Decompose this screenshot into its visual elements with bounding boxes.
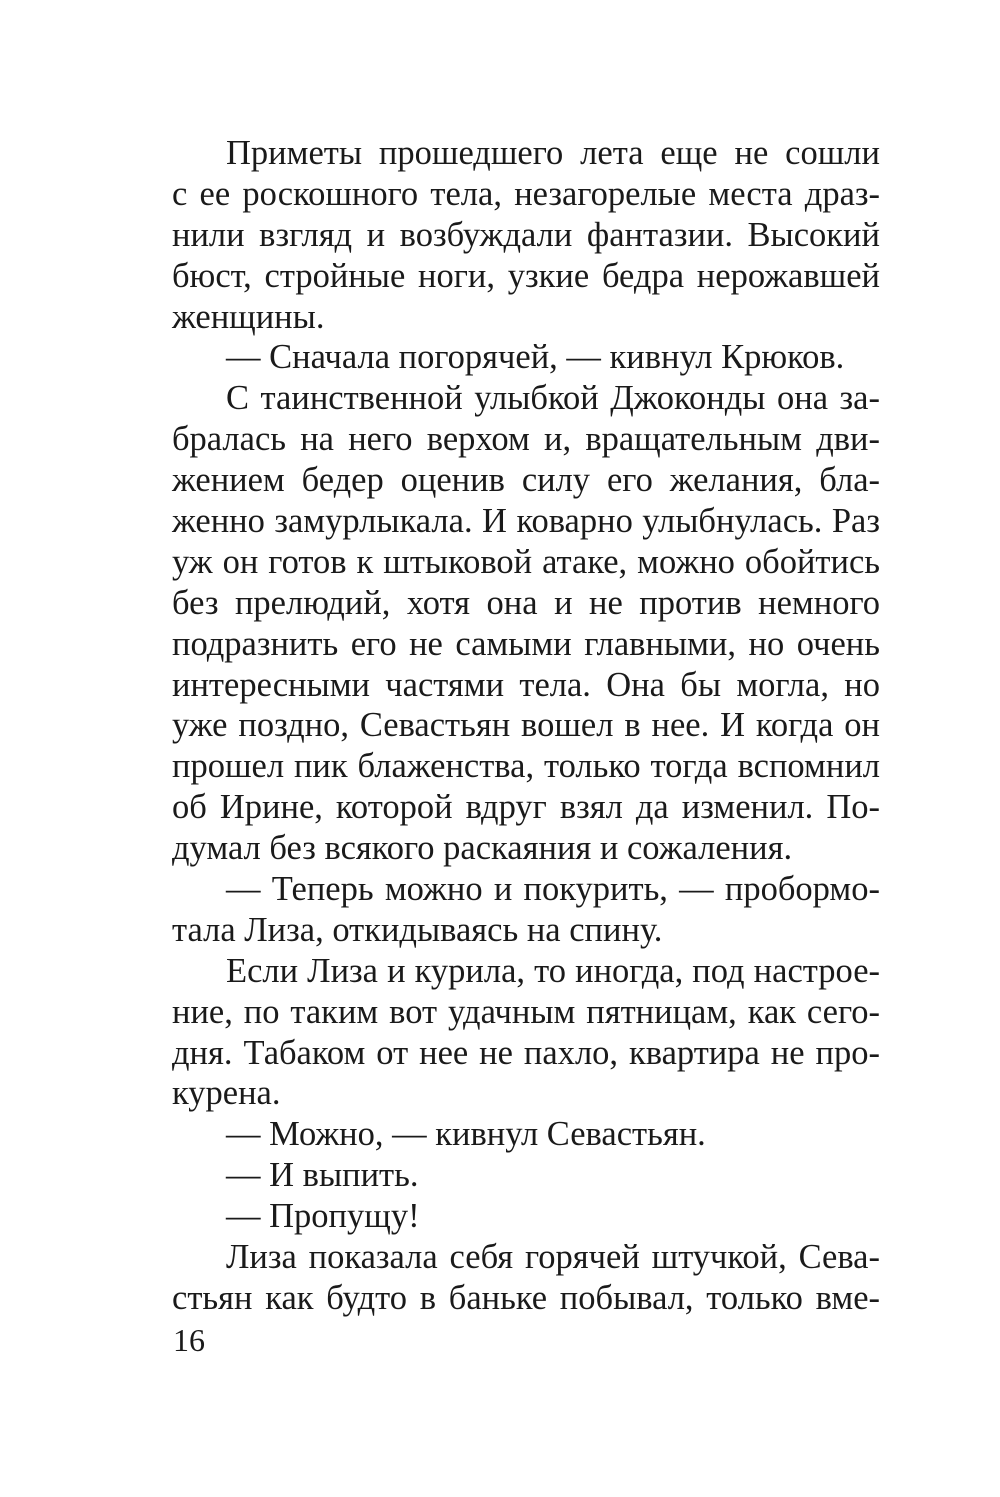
text-line: подразнить его не самыми главными, но очень — [172, 624, 880, 663]
text-line: дня. Табаком от нее не пахло, квартира не про- — [172, 1033, 880, 1072]
text-line: Приметы прошедшего лета еще не сошли — [226, 134, 880, 172]
text-line: стьян как будто в баньке побывал, только вме- — [172, 1278, 880, 1317]
text-line: интересными частями тела. Она бы могла, но — [172, 665, 880, 704]
text-line: тала Лиза, откидываясь на спину. — [172, 910, 663, 949]
text-line: Лиза показала себя горячей штучкой, Сева- — [226, 1238, 880, 1277]
text-line: прошел пик блаженства, только тогда вспомнил — [172, 747, 880, 786]
text-line: думал без всякого раскаяния и сожаления. — [172, 829, 793, 868]
text-line: — Теперь можно и покурить, — пробормо- — [226, 870, 880, 909]
text-line: нили взгляд и возбуждали фантазии. Высокий — [172, 215, 880, 254]
text-line: курена. — [172, 1074, 281, 1113]
text-line: бралась на него верхом и, вращательным дви- — [172, 420, 880, 459]
text-line: женщины. — [172, 297, 325, 336]
text-line: — Можно, — кивнул Севастьян. — [226, 1115, 706, 1154]
text-line: бюст, стройные ноги, узкие бедра нерожавшей — [172, 256, 880, 295]
text-line: — Сначала погорячей, — кивнул Крюков. — [226, 338, 845, 377]
body-text — [172, 133, 880, 1319]
text-line: ние, по таким вот удачным пятницам, как сего- — [172, 992, 880, 1031]
text-line: С таинственной улыбкой Джоконды она за- — [226, 379, 880, 418]
text-line: — Пропущу! — [226, 1197, 420, 1236]
text-line: жением бедер оценив силу его желания, бла- — [172, 461, 880, 500]
text-line: — И выпить. — [226, 1156, 419, 1195]
text-line: с ее роскошного тела, незагорелые места драз- — [172, 174, 880, 213]
page-number: 16 — [173, 1322, 205, 1358]
text-line: об Ирине, которой вдруг взял да изменил. По- — [172, 788, 880, 827]
text-line: без прелюдий, хотя она и не против немного — [172, 583, 880, 622]
text-line: женно замурлыкала. И коварно улыбнулась. Раз — [172, 502, 880, 541]
text-line: уж он готов к штыковой атаке, можно обойтись — [172, 542, 880, 581]
text-line: Если Лиза и курила, то иногда, под настрое- — [226, 951, 880, 990]
text-line: уже поздно, Севастьян вошел в нее. И когда он — [172, 706, 880, 745]
